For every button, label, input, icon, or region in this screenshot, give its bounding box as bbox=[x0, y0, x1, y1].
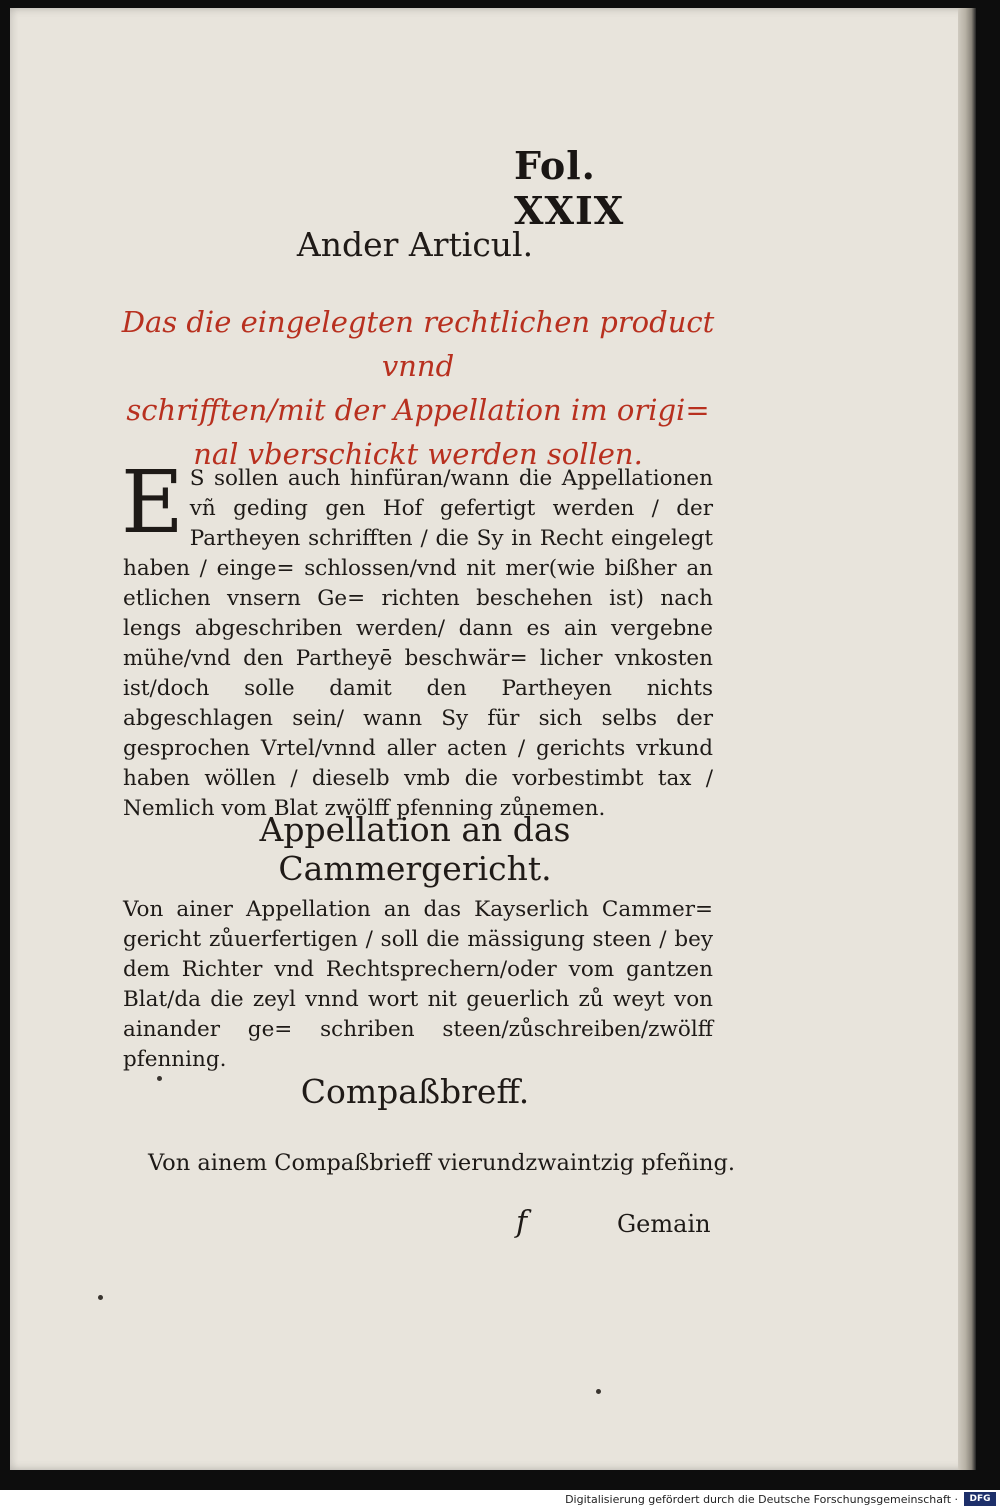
section-title: Ander Articul. bbox=[296, 225, 534, 264]
ink-speck bbox=[98, 1295, 103, 1300]
page-edge bbox=[958, 8, 976, 1470]
compassbrief-fee-line: Von ainem Compaßbrieff vierundzwaintzig pfeñing. bbox=[148, 1150, 736, 1176]
catchword: Gemain bbox=[617, 1210, 711, 1238]
rubric-line: schrifften/mit der Appellation im origi= bbox=[126, 393, 710, 427]
heading-appellation: Appellation an das Cammergericht. bbox=[259, 810, 571, 888]
rubric-line: nal vberschickt werden sollen. bbox=[193, 437, 643, 471]
ink-speck bbox=[596, 1389, 601, 1394]
rubric-line: Das die eingelegten rechtlichen product vnnd bbox=[121, 305, 715, 383]
folio-number: Fol. XXIX bbox=[514, 143, 625, 233]
paragraph-1-text: S sollen auch hinfüran/wann die Appellationen vñ geding gen Hof gefertigt werden / der Partheyen schrifften / die Sy in Recht eingelegt haben / einge= schlossen/vnd nit mer(wie bißher an etlichen vnsern Ge= richten beschehen ist) nach lengs abgeschriben werden/ dann es ain vergebne mühe/vnd den Partheyē beschwär= licher vnkosten ist/doch solle damit den Partheyen nichts abgeschlagen sein/ wann Sy für sich selbs der gesprochen Vrtel/vnnd aller acten / gerichts vrkund haben wöllen / dieselb vmb die vorbestimbt tax / Nemlich vom Blat zwölff pfenning zůnemen. bbox=[123, 466, 713, 821]
heading-compassbrief: Compaßbreff. bbox=[300, 1072, 530, 1111]
rubric-heading bbox=[118, 300, 718, 476]
drop-cap-initial: E bbox=[121, 453, 184, 553]
dfg-logo: DFG bbox=[964, 1492, 996, 1506]
footer-bar bbox=[0, 1490, 1000, 1509]
ink-speck bbox=[157, 1076, 162, 1081]
footer-credit: Digitalisierung gefördert durch die Deutsche Forschungsgemeinschaft · bbox=[565, 1493, 958, 1506]
signature-mark: f bbox=[516, 1205, 528, 1240]
paragraph-2: Von ainer Appellation an das Kayserlich Cammer= gericht zůuerfertigen / soll die mässigung steen / bey dem Richter vnd Rechtsprechern/oder vom gantzen Blat/da die zeyl vnnd wort nit geuerlich zů weyt von ainander ge= schriben steen/zůschreiben/zwölff pfenning. bbox=[123, 897, 713, 1072]
